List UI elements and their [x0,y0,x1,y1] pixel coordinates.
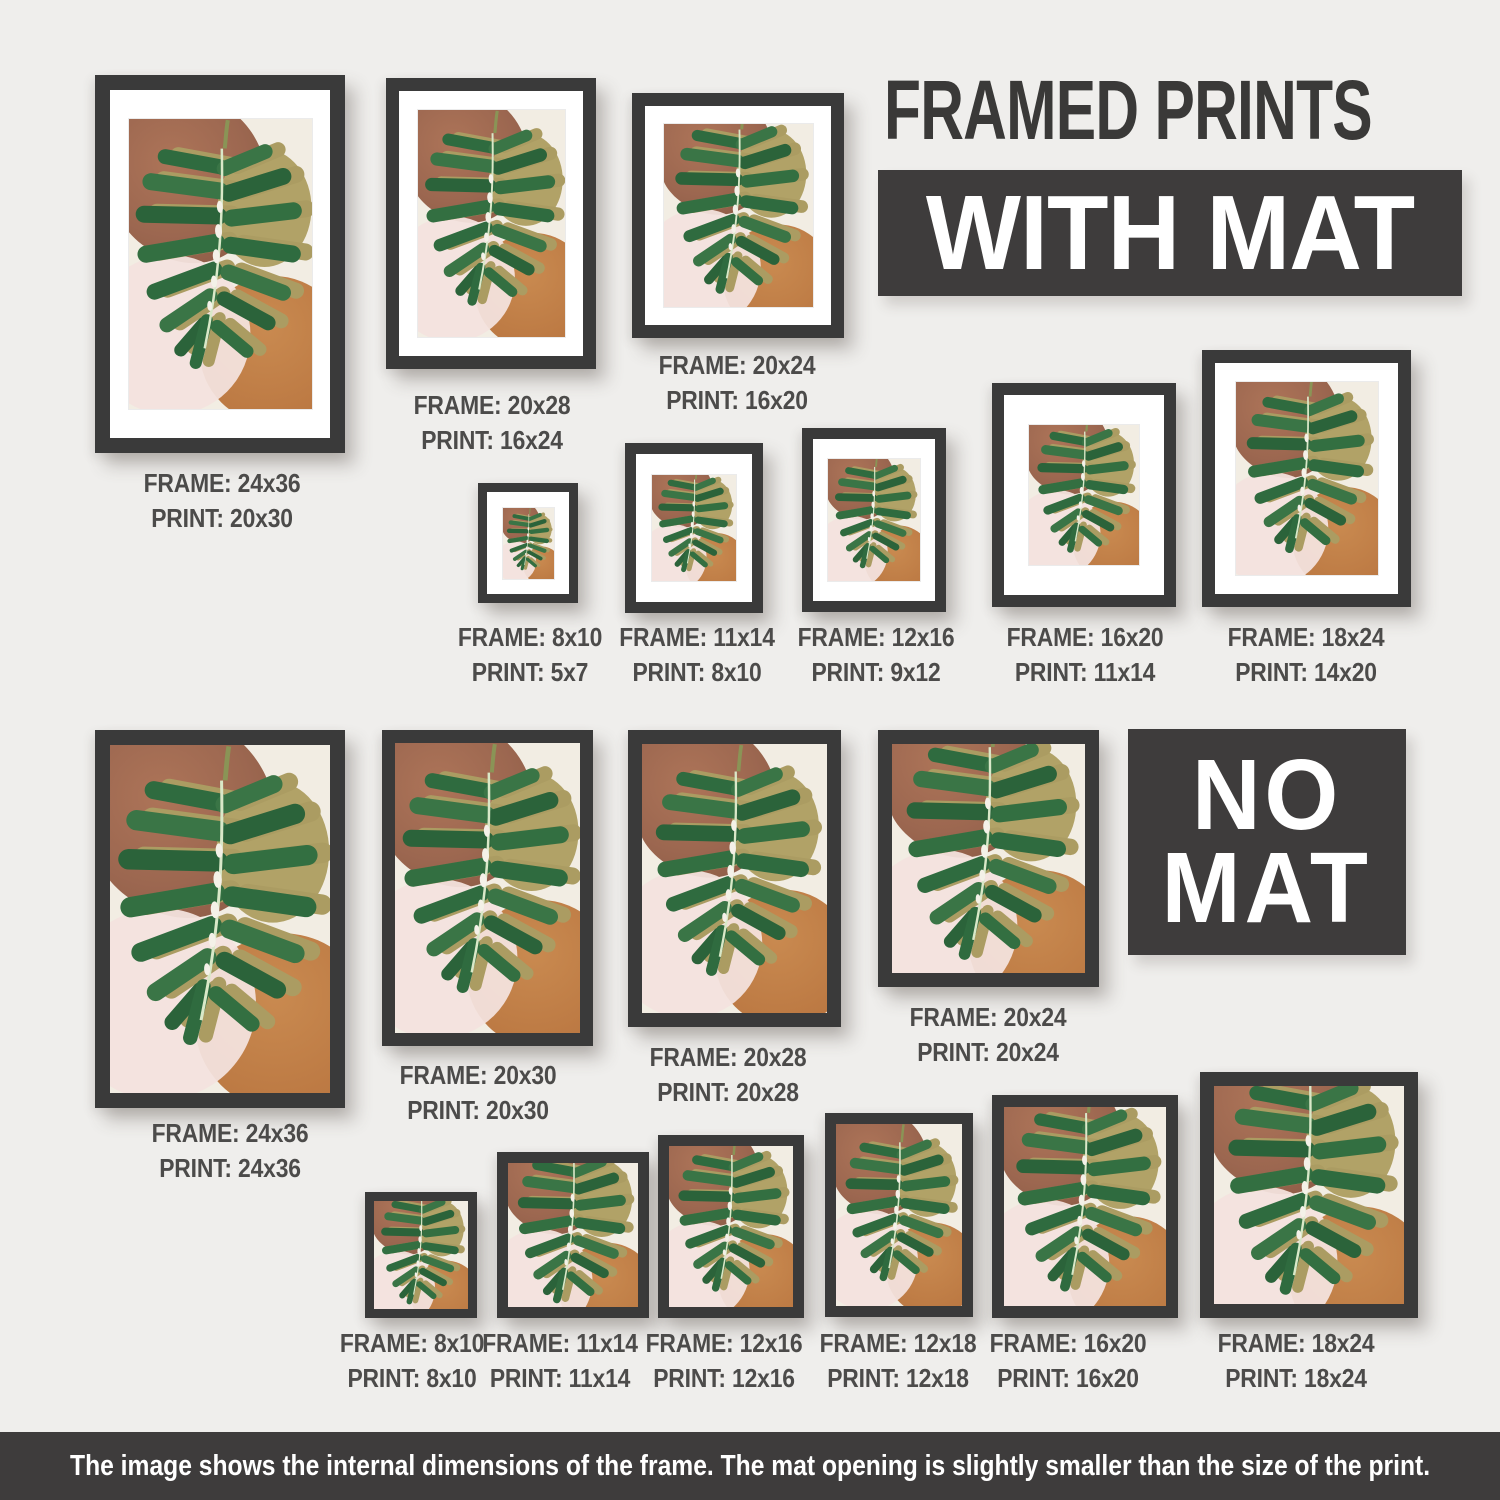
frame-size-text: FRAME: 20x28 [649,1042,807,1072]
frame-no-mat-20x30 [382,730,593,1046]
print-size-text: PRINT: 16x20 [666,384,808,415]
mat-board [1004,395,1164,595]
footer-note: The image shows the internal dimensions of the frame. The mat opening is slightly smaller than the size of the print. [69,1449,1431,1482]
print-area [110,745,330,1093]
mat-opening [828,459,920,581]
size-label-no-mat-24x36 [89,1116,371,1186]
frame-no-mat-12x18 [825,1113,973,1317]
mat-opening [1236,382,1378,575]
mat-board [813,439,935,601]
monstera-artwork [395,743,580,1033]
page-title: FRAMED PRINTS [884,63,1372,157]
size-label-no-mat-20x30 [337,1058,619,1128]
no-mat-banner-line1: NO [1191,739,1343,851]
frame-size-text: FRAME: 12x16 [645,1328,803,1358]
size-label-no-mat-20x24 [847,1000,1129,1070]
print-area [395,743,580,1033]
mat-board [487,492,569,594]
frame-size-text: FRAME: 20x28 [413,390,571,420]
mat-opening [664,124,813,307]
print-area [1214,1086,1404,1304]
print-area [508,1163,638,1307]
print-size-text: PRINT: 20x24 [917,1036,1059,1067]
frame-no-mat-18x24 [1200,1072,1418,1318]
print-size-text: PRINT: 11x14 [489,1362,631,1393]
monstera-artwork [1236,382,1378,575]
monstera-artwork [669,1146,793,1307]
print-area [836,1124,962,1306]
frame-size-text: FRAME: 12x16 [797,622,955,652]
frame-size-text: FRAME: 20x24 [658,350,816,380]
frame-no-mat-11x14 [497,1152,649,1318]
monstera-artwork [110,745,330,1093]
frame-size-text: FRAME: 12x18 [819,1328,977,1358]
print-area [669,1146,793,1307]
print-size-text: PRINT: 16x20 [997,1362,1139,1393]
frame-with-mat-24x36 [95,75,345,453]
frame-with-mat-18x24 [1202,350,1411,607]
frame-size-text: FRAME: 16x20 [989,1328,1147,1358]
size-label-with-mat-18x24 [1165,620,1447,690]
monstera-artwork [652,475,736,581]
print-size-text: PRINT: 8x10 [347,1362,477,1393]
monstera-artwork [508,1163,638,1307]
mat-opening [652,475,736,581]
mat-board [110,90,330,438]
print-size-text: PRINT: 9x12 [811,656,941,687]
frame-no-mat-16x20 [992,1095,1178,1318]
frame-no-mat-12x16 [658,1135,804,1318]
frame-size-text: FRAME: 20x30 [399,1060,557,1090]
print-size-text: PRINT: 20x28 [657,1076,799,1107]
frame-no-mat-20x28 [628,730,841,1027]
size-label-with-mat-20x24 [596,348,878,418]
mat-board [645,106,831,325]
no-mat-banner [1128,729,1406,955]
footer-bar [0,1432,1500,1500]
no-mat-banner-line2: MAT [1161,832,1373,944]
monstera-artwork [1214,1086,1404,1304]
with-mat-banner-label: WITH MAT [925,173,1415,292]
frame-with-mat-16x20 [992,383,1176,607]
frame-size-text: FRAME: 16x20 [1006,622,1164,652]
frame-with-mat-8x10 [478,483,578,603]
print-size-text: PRINT: 14x20 [1235,656,1377,687]
frame-size-text: FRAME: 24x36 [143,468,301,498]
monstera-artwork [642,744,827,1013]
monstera-artwork [828,459,920,581]
print-size-text: PRINT: 5x7 [471,656,589,687]
print-size-text: PRINT: 20x30 [151,502,293,533]
frame-size-text: FRAME: 18x24 [1217,1328,1375,1358]
mat-opening [129,119,312,409]
size-label-with-mat-20x28 [351,388,633,458]
print-area [642,744,827,1013]
monstera-artwork [664,124,813,307]
size-label-no-mat-20x28 [587,1040,869,1110]
frame-with-mat-11x14 [625,443,763,613]
with-mat-banner [878,170,1462,296]
frame-with-mat-12x16 [802,428,946,612]
mat-board [636,454,752,602]
frame-with-mat-20x28 [386,78,596,369]
frame-size-text: FRAME: 11x14 [482,1328,638,1358]
frame-size-text: FRAME: 8x10 [457,622,603,652]
mat-board [1215,363,1398,594]
monstera-artwork [892,744,1085,973]
print-area [1004,1107,1166,1306]
size-label-no-mat-18x24 [1155,1326,1437,1396]
frame-size-text: FRAME: 24x36 [151,1118,309,1148]
mat-opening [418,110,565,337]
frame-size-text: FRAME: 20x24 [909,1002,1067,1032]
frame-size-text: FRAME: 8x10 [339,1328,485,1358]
monstera-artwork [418,110,565,337]
monstera-artwork [503,508,554,579]
print-area [374,1201,468,1309]
print-size-text: PRINT: 20x30 [407,1094,549,1125]
frame-no-mat-20x24 [878,730,1099,987]
size-label-with-mat-24x36 [81,466,363,536]
print-size-text: PRINT: 18x24 [1225,1362,1367,1393]
print-size-text: PRINT: 12x16 [653,1362,795,1393]
mat-board [399,91,583,356]
frame-no-mat-8x10 [365,1192,477,1318]
print-size-text: PRINT: 16x24 [421,424,563,455]
frame-size-text: FRAME: 18x24 [1227,622,1385,652]
mat-opening [1029,425,1139,565]
monstera-artwork [1029,425,1139,565]
mat-opening [503,508,554,579]
frame-with-mat-20x24 [632,93,844,338]
print-area [892,744,1085,973]
monstera-artwork [374,1201,468,1309]
print-size-text: PRINT: 11x14 [1014,656,1156,687]
print-size-text: PRINT: 8x10 [632,656,762,687]
print-size-text: PRINT: 24x36 [159,1152,301,1183]
monstera-artwork [129,119,312,409]
monstera-artwork [1004,1107,1166,1306]
frame-no-mat-24x36 [95,730,345,1108]
print-size-text: PRINT: 12x18 [827,1362,969,1393]
monstera-artwork [836,1124,962,1306]
frame-size-text: FRAME: 11x14 [619,622,775,652]
